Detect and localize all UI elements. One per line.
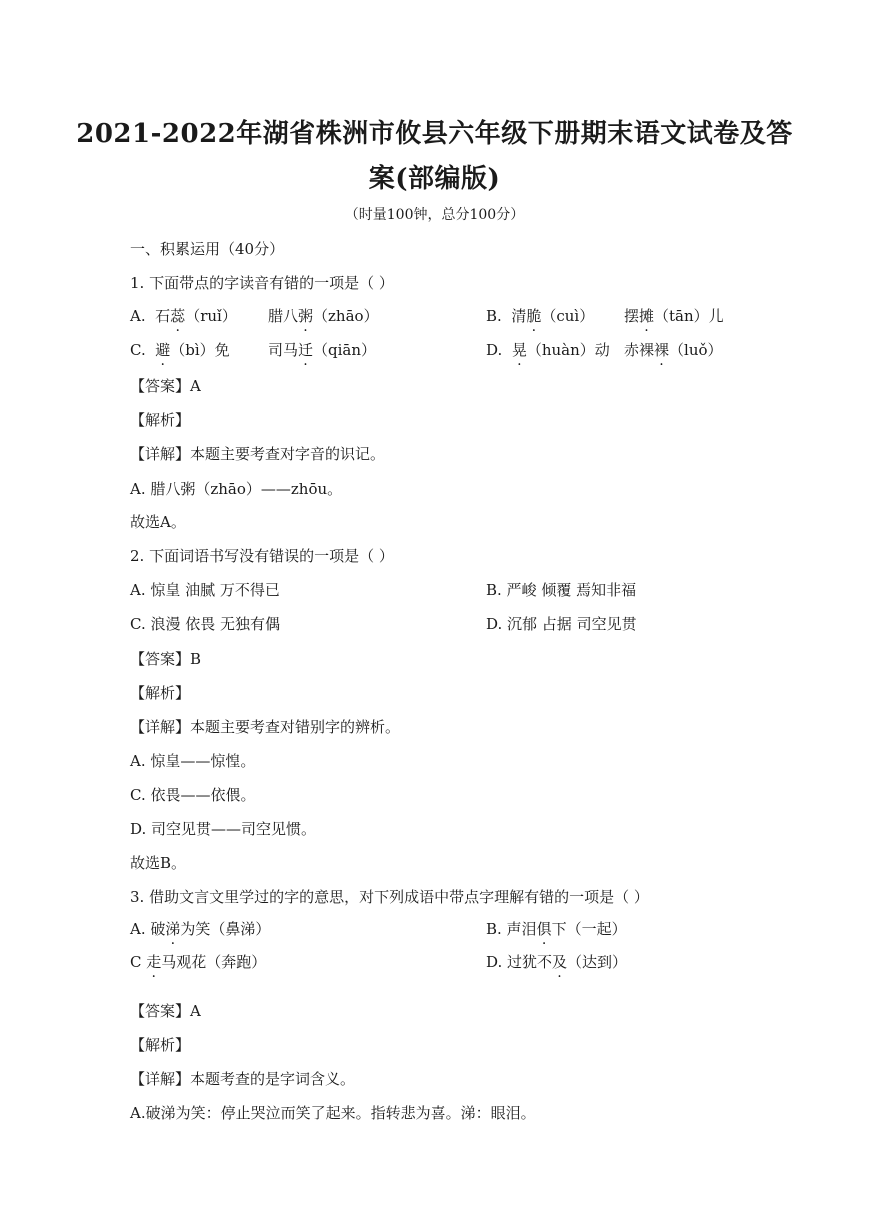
- q2-answer: 【答案】B: [130, 650, 202, 668]
- q1-explanation: A. 腊八粥（zhāo）——zhōu。: [130, 480, 343, 498]
- q3-explanation-a: A.破涕为笑：停止哭泣而笑了起来。指转悲为喜。涕：眼泪。: [130, 1104, 536, 1122]
- q3-option-a: A. 破涕为笑（鼻涕）: [130, 920, 271, 938]
- q2-stem: 2. 下面词语书写没有错误的一项是（ ）: [130, 547, 394, 565]
- q3-option-c: C 走马观花（奔跑）: [130, 953, 267, 971]
- q3-stem: 3. 借助文言文里学过的字的意思，对下列成语中带点字理解有错的一项是（ ）: [130, 888, 649, 906]
- q1-option-b: B. 清脆（cuì）: [486, 307, 595, 325]
- q1-conclusion: 故选A。: [130, 513, 186, 531]
- q2-explanation-c: C. 依畏——依偎。: [130, 786, 256, 804]
- exam-info: （时量100钟，总分100分）: [344, 207, 525, 223]
- q1-option-b-word2: 摆摊（tān）儿: [624, 307, 724, 325]
- q1-analysis-heading: 【解析】: [130, 411, 191, 429]
- q1-option-d: D. 晃（huàn）动: [486, 341, 610, 359]
- q1-option-c-word2: 司马迁（qiān）: [268, 341, 377, 359]
- q3-option-b: B. 声泪俱下（一起）: [486, 920, 627, 938]
- q1-option-d-word2: 赤裸裸（luǒ）: [624, 341, 723, 359]
- q3-option-d: D. 过犹不及（达到）: [486, 953, 628, 971]
- document-title-line-2: 案(部编版): [368, 164, 501, 194]
- q3-analysis-heading: 【解析】: [130, 1036, 191, 1054]
- q2-option-c: C. 浪漫 依畏 无独有偶: [130, 615, 281, 633]
- q2-option-b: B. 严峻 倾覆 焉知非福: [486, 581, 637, 599]
- section-heading: 一、积累运用（40分）: [130, 240, 285, 258]
- q1-option-a-word2: 腊八粥（zhāo）: [268, 307, 379, 325]
- document-title-line-1: 2021-2022年湖省株洲市攸县六年级下册期末语文试卷及答: [76, 119, 793, 149]
- q2-explanation-d: D. 司空见贯——司空见惯。: [130, 820, 317, 838]
- q2-option-d: D. 沉郁 占据 司空见贯: [486, 615, 637, 633]
- q1-option-a: A. 石蕊（ruǐ）: [130, 307, 237, 325]
- q2-analysis-heading: 【解析】: [130, 684, 191, 702]
- q1-stem: 1. 下面带点的字读音有错的一项是（ ）: [130, 274, 394, 292]
- q2-option-a: A. 惊皇 油腻 万不得已: [130, 581, 280, 599]
- q2-conclusion: 故选B。: [130, 854, 187, 872]
- q2-detail: 【详解】本题主要考查对错别字的辨析。: [130, 718, 401, 736]
- q3-answer: 【答案】A: [130, 1002, 201, 1020]
- q2-explanation-a: A. 惊皇——惊惶。: [130, 752, 256, 770]
- q1-detail: 【详解】本题主要考查对字音的识记。: [130, 445, 386, 463]
- q3-detail: 【详解】本题考查的是字词含义。: [130, 1070, 356, 1088]
- q1-option-c: C. 避（bì）免: [130, 341, 230, 359]
- q1-answer: 【答案】A: [130, 377, 201, 395]
